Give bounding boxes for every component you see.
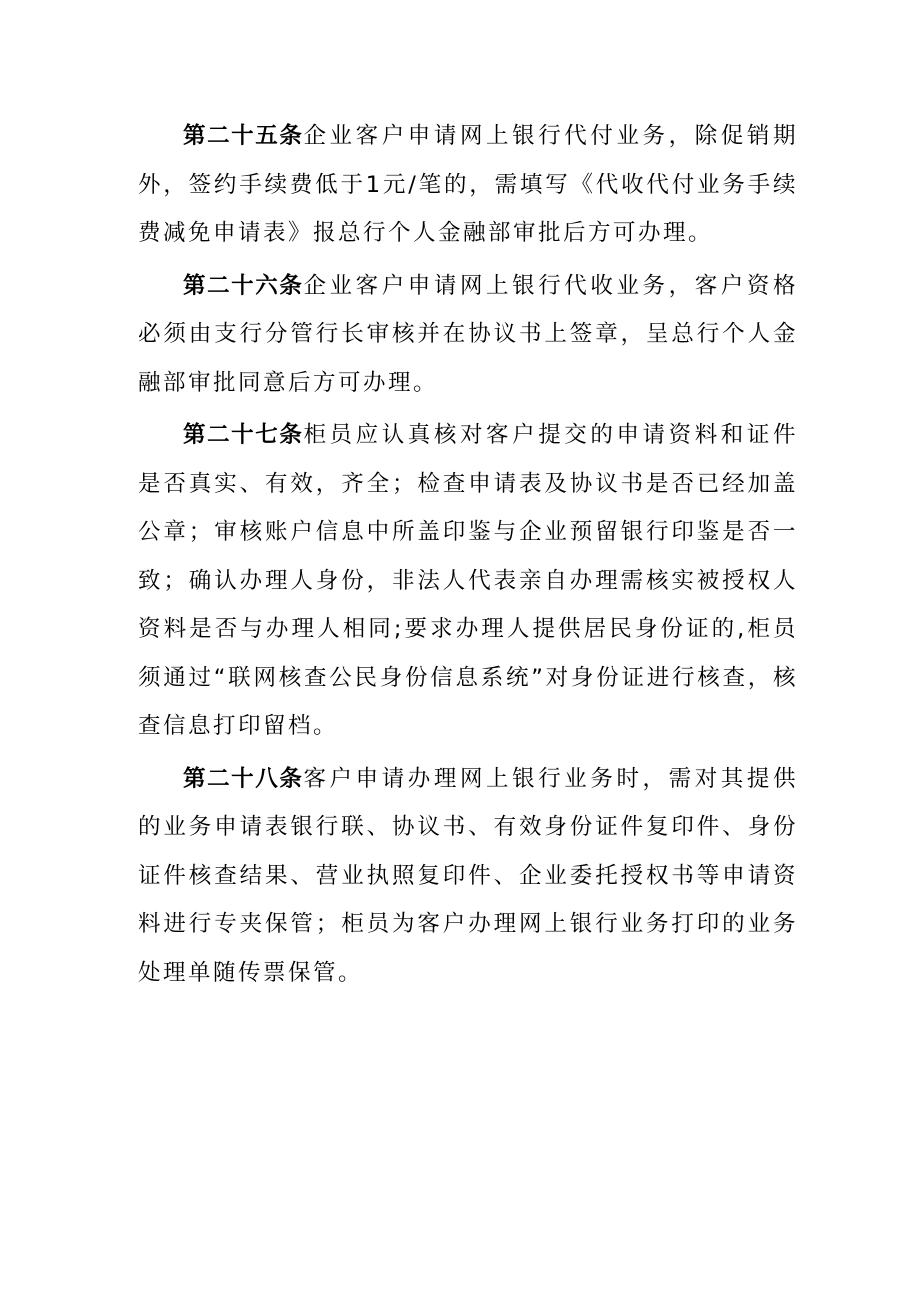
article-title: 第二十八条 [183,765,304,792]
article-28 [138,755,798,998]
article-title: 第二十七条 [183,422,304,448]
article-26 [138,262,798,408]
article-body: 柜员应认真核对客户提交的申请资料和证件是否真实、有效，齐全；检查申请表及协议书是否已经加盖公章；审核账户信息中所盖印鉴与企业预留银行印鉴是否一致；确认办理人身份，非法人代表亲自办理需核实被授权人资料是否与办理人相同;要求办理人提供居民身份证的,柜员须通过“联网核查公民身份信息系统”对身份证进行核查，核查信息打印留档。 [138,422,798,739]
article-body: 企业客户申请网上银行代收业务，客户资格必须由支行分管行长审核并在协议书上签章，呈总行个人金融部审批同意后方可办理。 [138,272,798,396]
article-body: 客户申请办理网上银行业务时，需对其提供的业务申请表银行联、协议书、有效身份证件复印件、身份证件核查结果、营业执照复印件、企业委托授权书等申请资料进行专夹保管；柜员为客户办理网上银行业务打印的业务处理单随传票保管。 [138,765,798,986]
document-page [138,112,798,1001]
article-25 [138,112,798,258]
article-body: 企业客户申请网上银行代付业务，除促销期外，签约手续费低于1元/笔的，需填写《代收代付业务手续费减免申请表》报总行个人金融部审批后方可办理。 [138,123,798,246]
article-title: 第二十六条 [183,272,304,299]
article-27 [138,411,798,751]
article-title: 第二十五条 [183,123,304,149]
